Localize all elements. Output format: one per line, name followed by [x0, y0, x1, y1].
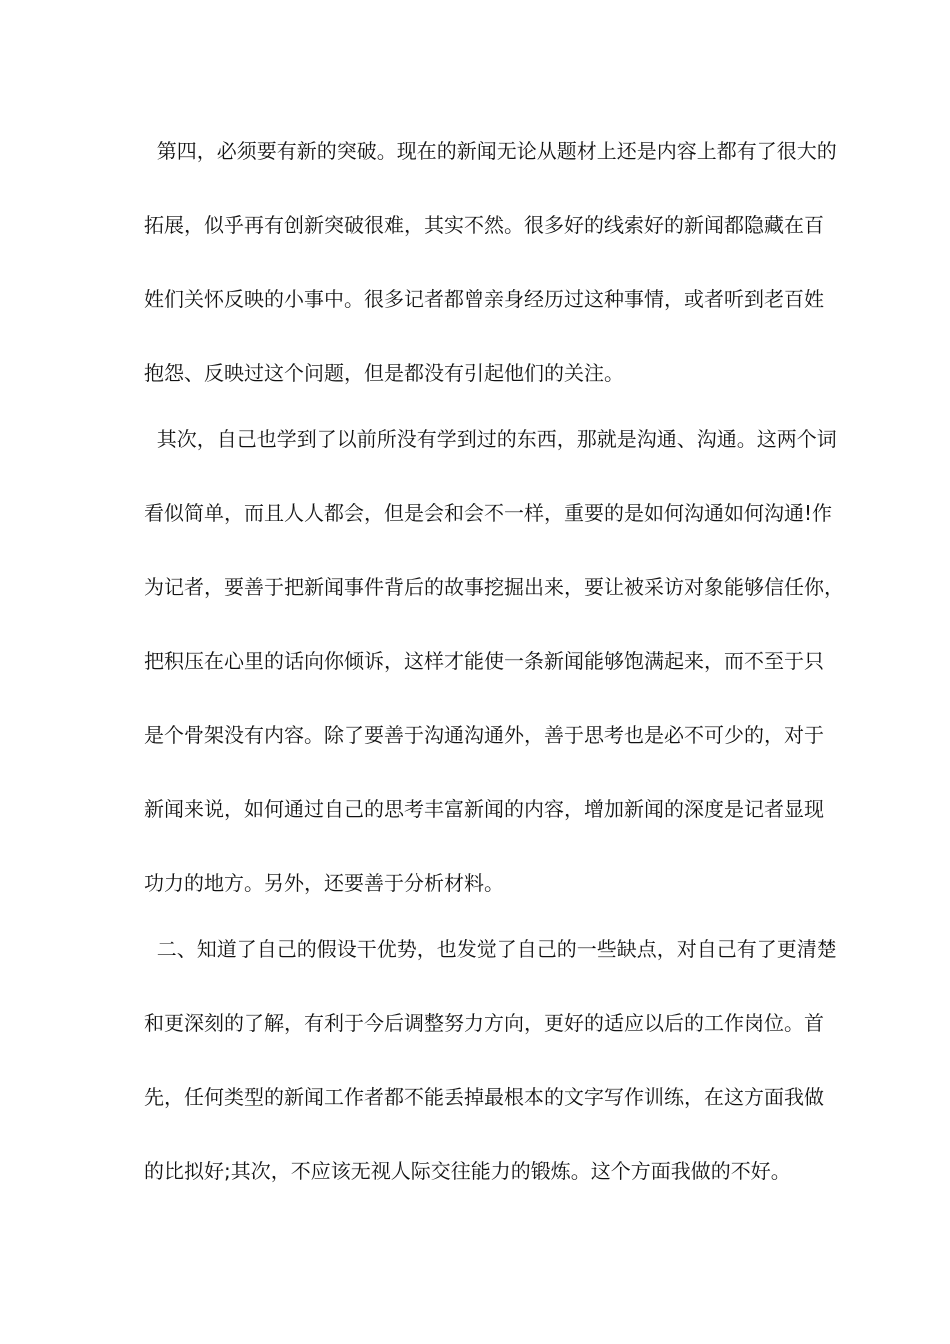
text-line: 第四，必须要有新的突破。现在的新闻无论从题材上还是内容上都有了很大的	[144, 139, 837, 163]
text-line: 其次，自己也学到了以前所没有学到过的东西，那就是沟通、沟通。这两个词	[144, 427, 837, 451]
text-line: 和更深刻的了解，有利于今后调整努力方向，更好的适应以后的工作岗位。首	[144, 1011, 824, 1035]
text-line: 为记者，要善于把新闻事件背后的故事挖掘出来，要让被采访对象能够信任你，	[144, 575, 844, 599]
text-line: 抱怨、反映过这个问题，但是都没有引起他们的关注。	[144, 361, 624, 385]
text-line: 拓展，似乎再有创新突破很难，其实不然。很多好的线索好的新闻都隐藏在百	[144, 213, 824, 237]
text-line: 的比拟好;其次，不应该无视人际交往能力的锻炼。这个方面我做的不好。	[144, 1159, 791, 1183]
text-line: 二、知道了自己的假设干优势，也发觉了自己的一些缺点，对自己有了更清楚	[144, 937, 837, 961]
text-line: 把积压在心里的话向你倾诉，这样才能使一条新闻能够饱满起来，而不至于只	[144, 649, 824, 673]
text-line: 功力的地方。另外，还要善于分析材料。	[144, 871, 504, 895]
text-line: 看似简单，而且人人都会，但是会和会不一样，重要的是如何沟通如何沟通!作	[144, 501, 833, 525]
text-line: 姓们关怀反映的小事中。很多记者都曾亲身经历过这种事情，或者听到老百姓	[144, 287, 824, 311]
text-line: 新闻来说，如何通过自己的思考丰富新闻的内容，增加新闻的深度是记者显现	[144, 797, 824, 821]
text-line: 先，任何类型的新闻工作者都不能丢掉最根本的文字写作训练，在这方面我做	[144, 1085, 824, 1109]
text-line: 是个骨架没有内容。除了要善于沟通沟通外，善于思考也是必不可少的，对于	[144, 723, 824, 747]
